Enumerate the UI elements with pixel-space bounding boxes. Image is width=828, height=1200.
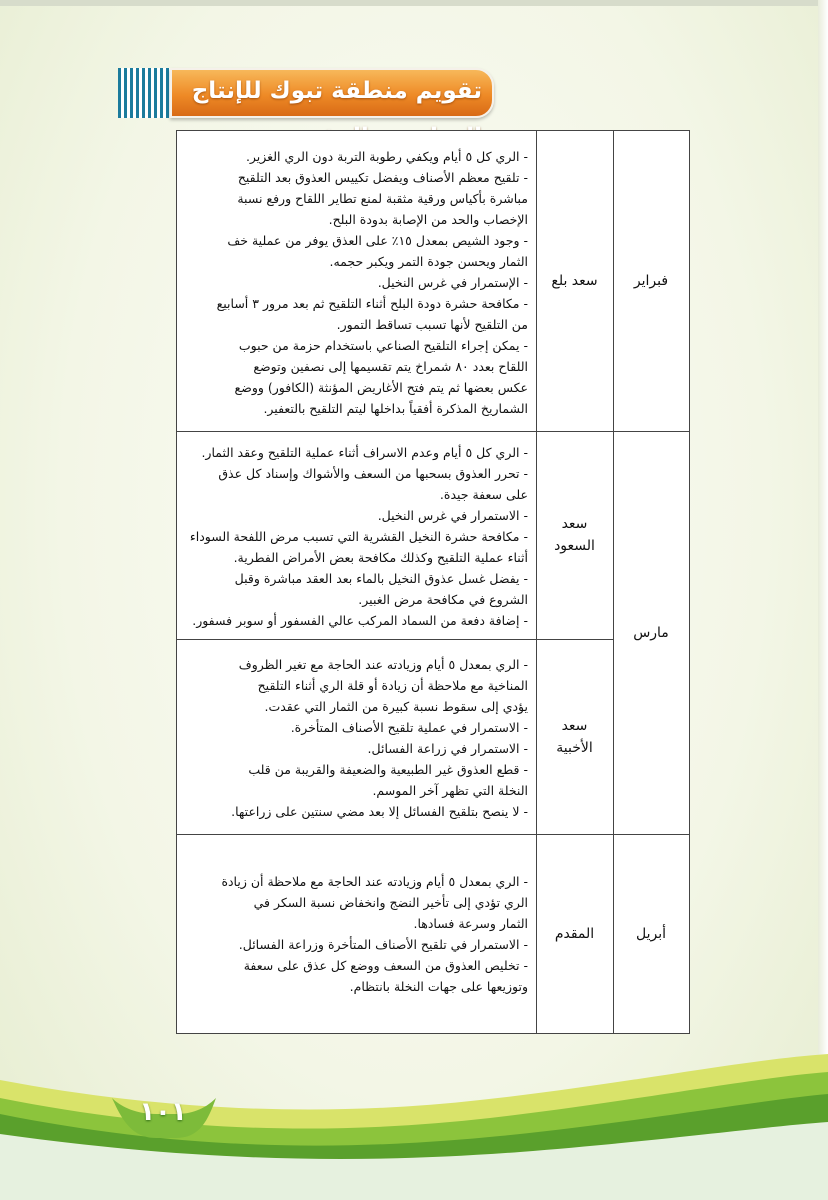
note-line: المناخية مع ملاحظة أن زيادة أو قلة الري أثناء التلقيح xyxy=(257,678,528,693)
top-border xyxy=(0,0,828,6)
note-line: - الري بمعدل ٥ أيام وزيادته عند الحاجة مع ملاحظة أن زيادة xyxy=(221,874,528,889)
note-line: اللقاح بعدد ٨٠ شمراخ يتم تقسيمها إلى نصفين وتوضع xyxy=(253,359,528,374)
calendar-table xyxy=(176,130,690,1034)
note-line: - الري كل ٥ أيام ويكفي رطوبة التربة دون الري الغزير. xyxy=(245,149,528,164)
note-line: - الري بمعدل ٥ أيام وزيادته عند الحاجة مع تغير الظروف xyxy=(238,657,528,672)
month-cell-february: فبراير xyxy=(633,273,669,289)
note-line: - مكافحة حشرة النخيل القشرية التي تسبب مرض اللفحة السوداء xyxy=(189,529,528,544)
note-line: - تلقيح معظم الأصناف ويفضل تكييس العذوق بعد التلقيح xyxy=(237,170,528,185)
note-line: - الاستمرار في زراعة الفسائل. xyxy=(367,741,528,756)
season-cell: سعد الأخبية xyxy=(556,717,593,756)
notes-cell xyxy=(177,834,536,1033)
month-cell-march: مارس xyxy=(633,624,669,641)
note-line: الري تؤدي إلى تأخير النضج وانخفاض نسبة السكر في xyxy=(253,895,528,910)
note-line: الثمار وسرعة فسادها. xyxy=(413,916,528,931)
note-line: - يفضل غسل عذوق النخيل بالماء بعد العقد مباشرة وقبل xyxy=(234,571,528,586)
note-line: وتوزيعها على جهات النخلة بانتظام. xyxy=(349,979,528,994)
note-line: - قطع العذوق غير الطبيعية والضعيفة والقريبة من قلب xyxy=(248,762,528,777)
note-line: - الري كل ٥ أيام وعدم الاسراف أثناء عملية التلقيح وعقد الثمار. xyxy=(201,445,528,460)
note-line: - الاستمرار في تلقيح الأصناف المتأخرة وزراعة الفسائل. xyxy=(238,937,528,952)
season-cell: سعد السعود xyxy=(554,516,595,554)
note-line: من التلقيح لأنها تسبب تساقط التمور. xyxy=(336,317,528,332)
note-line: - الاستمرار في عملية تلقيح الأصناف المتأخرة. xyxy=(290,720,528,735)
note-line: الشروع في مكافحة مرض الغبير. xyxy=(358,592,528,607)
header-stripes-decoration xyxy=(118,68,174,118)
note-line: - لا ينصح بتلقيح الفسائل إلا بعد مضي سنتين على زراعتها. xyxy=(231,804,528,819)
note-line: - الإستمرار في غرس النخيل. xyxy=(377,275,528,290)
note-line: - الاستمرار في غرس النخيل. xyxy=(377,508,528,523)
note-line: - تخليص العذوق من السعف ووضع كل عذق على سعفة xyxy=(243,958,528,973)
note-line: على سعفة جيدة. xyxy=(439,487,528,502)
note-line: مباشرة بأكياس ورقية مثقبة لمنع تطاير اللقاح ورفع نسبة xyxy=(237,191,528,206)
note-line: الثمار ويحسن جودة التمر ويكبر حجمه. xyxy=(329,254,528,269)
season-cell: المقدم xyxy=(554,925,595,942)
note-line: - إضافة دفعة من السماد المركب عالي الفسفور أو سوبر فسفور. xyxy=(192,613,528,628)
season-cell: سعد بلع xyxy=(551,273,598,289)
note-line: النخلة التي تظهر آخر الموسم. xyxy=(372,783,528,798)
notes-cell xyxy=(177,131,536,431)
notes-cell xyxy=(177,639,536,834)
footer-wave-decoration xyxy=(0,1040,828,1200)
note-line: أثناء عملية التلقيح وكذلك مكافحة بعض الأمراض الفطرية. xyxy=(233,550,528,565)
note-line: الشماريخ المذكرة أفقياً بداخلها ليتم التلقيح بالتعفير. xyxy=(263,401,528,416)
right-edge-strip xyxy=(818,0,828,1200)
note-line: - تحرر العذوق بسحبها من السعف والأشواك وإسناد كل عذق xyxy=(218,466,528,481)
note-line: يؤدي إلى سقوط نسبة كبيرة من الثمار التي عقدت. xyxy=(264,699,528,714)
note-line: - مكافحة حشرة دودة البلح أثناء التلقيح ثم بعد مرور ٣ أسابيع xyxy=(216,296,528,311)
note-line: - يمكن إجراء التلقيح الصناعي باستخدام حزمة من حبوب xyxy=(238,338,528,353)
page-number: ١٠١ xyxy=(139,1097,187,1127)
note-line: - وجود الشيص بمعدل ١٥٪ على العذق يوفر من عملية خف xyxy=(227,233,528,248)
month-cell-april: أبريل xyxy=(636,925,667,942)
page-title: تقويم منطقة تبوك للإنتاج xyxy=(191,78,482,104)
notes-cell xyxy=(177,431,536,639)
note-line: عكس بعضها ثم يتم فتح الأغاريض المؤنثة (الكافور) ووضع xyxy=(234,380,528,395)
note-line: الإخصاب والحد من الإصابة بدودة البلح. xyxy=(328,212,528,227)
